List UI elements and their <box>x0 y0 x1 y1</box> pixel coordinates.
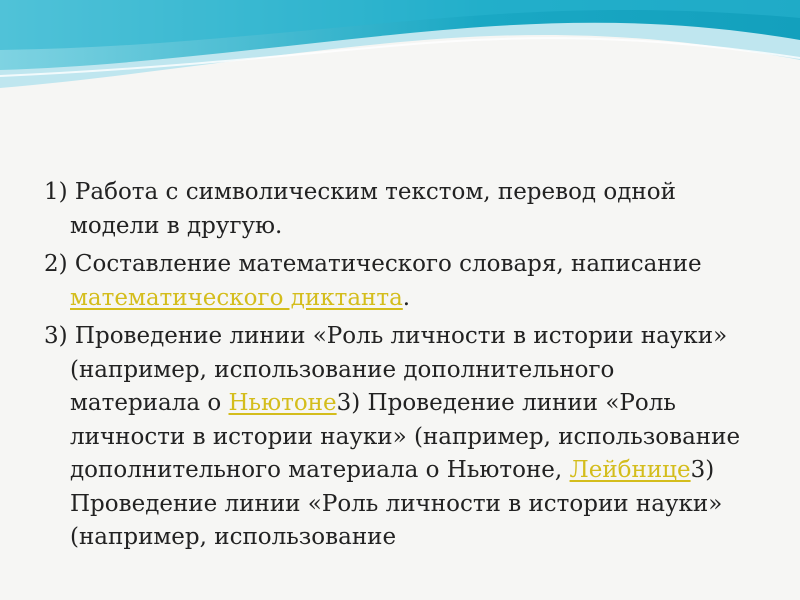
item-number: 2) <box>44 251 68 277</box>
link-leibniz[interactable]: Лейбнице <box>569 457 691 483</box>
item-text: Составление математического словаря, написание <box>74 251 702 277</box>
link-math-dictation[interactable]: математического диктанта <box>70 284 403 311</box>
item-number: 3) <box>44 323 68 349</box>
list-item <box>44 320 744 555</box>
item-suffix: . <box>402 284 411 311</box>
header-wave-decoration <box>0 0 800 120</box>
item-number: 1) <box>44 179 68 205</box>
item-text-tail: 3) Проведение линии «Роль личности в истории науки» (например, использование <box>70 457 723 550</box>
item-text: Проведение линии «Роль личности в истории науки» (например, использование дополнительного материала о <box>70 323 728 416</box>
list-item <box>44 176 744 243</box>
item-text: Работа с символическим текстом, перевод одной модели в другую. <box>70 179 676 239</box>
item-text-continued: 3) Проведение линии «Роль личности в истории науки» (например, использование дополнительного материала о Ньютоне, <box>70 390 741 483</box>
link-newton[interactable]: Ньютоне <box>228 390 337 416</box>
list-item <box>44 248 744 315</box>
slide-content <box>44 176 744 560</box>
